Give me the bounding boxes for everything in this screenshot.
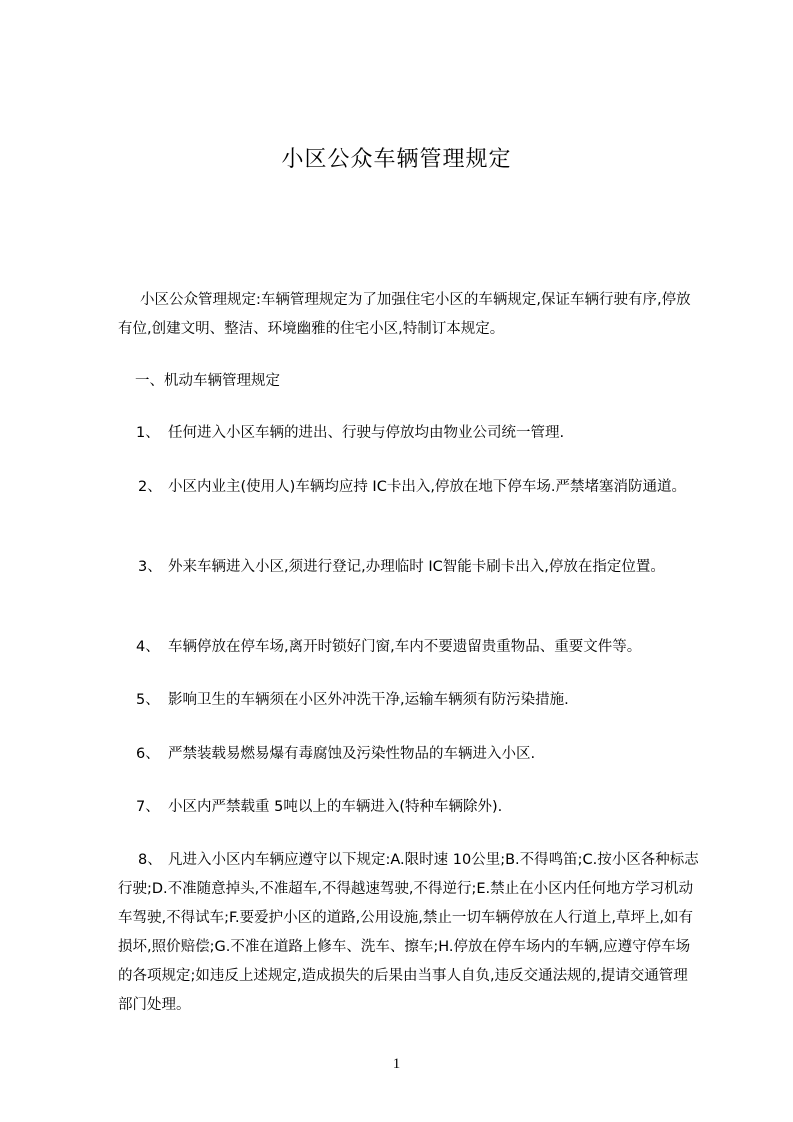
- rule-text: 严禁装载易燃易爆有毒腐蚀及污染性物品的车辆进入小区.: [168, 746, 536, 762]
- rule-item: [118, 553, 702, 582]
- rule-number: 6、: [136, 746, 160, 762]
- rule-item: [118, 740, 702, 769]
- rule-text: 小区内业主(使用人)车辆均应持 IC卡出入,停放在地下停车场.严禁堵塞消防通道。: [168, 479, 687, 495]
- page-number: 1: [392, 1056, 401, 1072]
- section-heading-motor-vehicles: 一、机动车辆管理规定: [135, 373, 280, 389]
- rule-text: 凡进入小区内车辆应遵守以下规定:A.限时速 10公里;B.不得鸣笛;C.按小区各种标志行驶;D.不准随意掉头,不准超车,不得越速驾驶,不得逆行;E.禁止在小区内任何地方学习机动车驾驶,不得试车;F.要爱护小区的道路,公用设施,禁止一切车辆停放在人行道上,草坪上,如有损坏,照价赔偿;G.不准在道路上修车、洗车、擦车;H.停放在停车场内的车辆,应遵守停车场的各项规定;如违反上述规定,造成损失的后果由当事人自负,违反交通法规的,提请交通管理部门处理。: [118, 852, 699, 1013]
- intro-paragraph: 小区公众管理规定:车辆管理规定为了加强住宅小区的车辆规定,保证车辆行驶有序,停放有位,创建文明、整洁、环境幽雅的住宅小区,特制订本规定。: [118, 292, 691, 337]
- rule-text: 小区内严禁载重 5吨以上的车辆进入(特种车辆除外).: [168, 799, 503, 815]
- rule-item: [118, 686, 702, 715]
- rule-item: [118, 473, 702, 502]
- rule-number: 7、: [136, 799, 160, 815]
- rule-item: [118, 846, 702, 1020]
- document-title: 小区公众车辆管理规定: [281, 147, 512, 172]
- rule-text: 外来车辆进入小区,须进行登记,办理临时 IC智能卡刷卡出入,停放在指定位置。: [168, 559, 665, 575]
- rule-number: 5、: [136, 692, 160, 708]
- rule-number: 4、: [136, 639, 160, 655]
- rule-number: 3、: [138, 559, 162, 575]
- rule-item: [118, 793, 702, 822]
- rule-text: 车辆停放在停车场,离开时锁好门窗,车内不要遗留贵重物品、重要文件等。: [168, 639, 642, 655]
- rule-item: [118, 633, 702, 662]
- rule-number: 1、: [136, 425, 160, 441]
- rule-item: [118, 419, 702, 448]
- rule-text: 影响卫生的车辆须在小区外冲洗干净,运输车辆须有防污染措施.: [168, 692, 569, 708]
- rule-text: 任何进入小区车辆的进出、行驶与停放均由物业公司统一管理.: [168, 425, 565, 441]
- rule-number: 8、: [138, 852, 162, 868]
- rule-number: 2、: [138, 479, 162, 495]
